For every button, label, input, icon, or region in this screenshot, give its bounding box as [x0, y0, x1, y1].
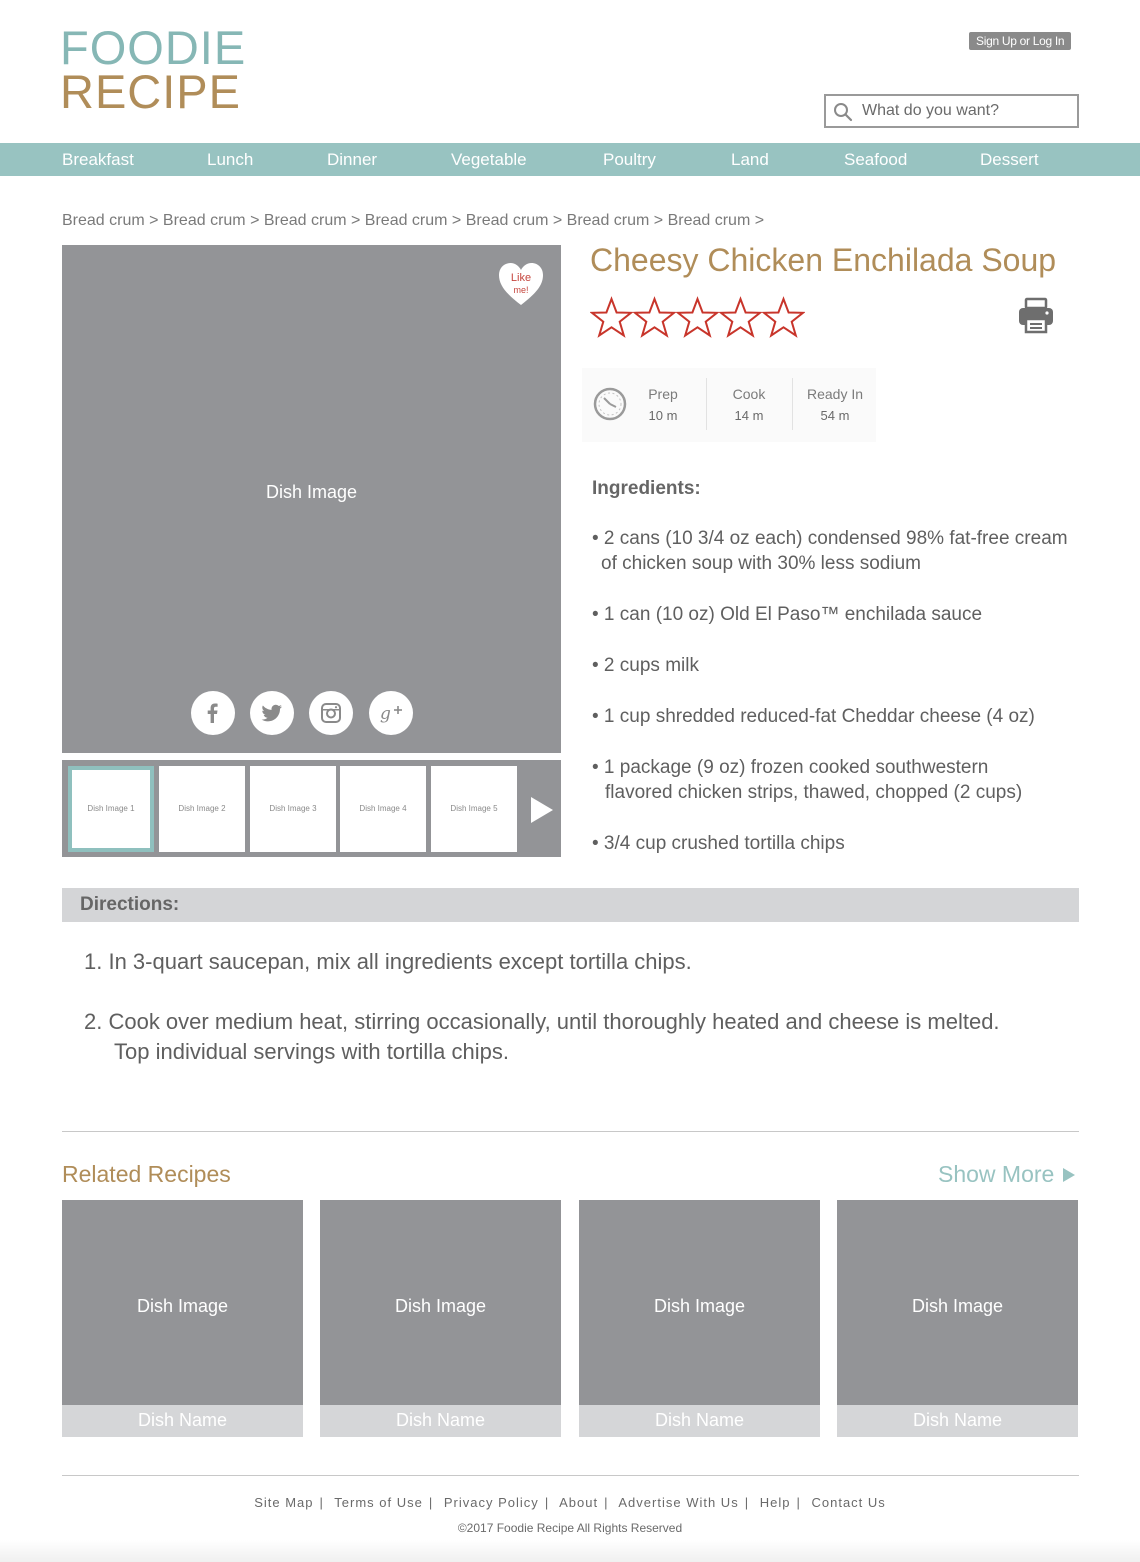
- facebook-share-button[interactable]: [191, 691, 235, 735]
- star-icon[interactable]: [590, 296, 633, 338]
- nav-item-breakfast[interactable]: Breakfast: [62, 150, 134, 169]
- logo[interactable]: [60, 21, 247, 118]
- prep-time: [644, 386, 682, 423]
- main-image-label: Dish Image: [265, 482, 358, 502]
- printer-icon[interactable]: [1016, 296, 1056, 336]
- category-nav: [0, 143, 1140, 176]
- play-arrow-icon: [1062, 1167, 1076, 1183]
- thumbnail-4[interactable]: Dish Image 4: [340, 766, 426, 852]
- related-recipes-heading: Related Recipes: [62, 1161, 231, 1187]
- related-dish-name: Dish Name: [837, 1405, 1078, 1437]
- related-dish-image: Dish Image: [320, 1200, 561, 1405]
- related-dish-image: Dish Image: [837, 1200, 1078, 1405]
- related-dish-name: Dish Name: [320, 1405, 561, 1437]
- thumbnail-5[interactable]: Dish Image 5: [431, 766, 517, 852]
- separator: |: [544, 1495, 550, 1510]
- breadcrumb[interactable]: Bread crum > Bread crum > Bread crum > Bread crum > Bread crum > Bread crum > Bread crum >: [62, 212, 765, 229]
- ingredient-item: [592, 602, 982, 627]
- logo-line-2: RECIPE: [60, 65, 241, 118]
- facebook-icon: [202, 702, 224, 724]
- related-recipe-card[interactable]: [579, 1200, 820, 1437]
- google-plus-icon: [378, 702, 404, 724]
- time-info: [582, 368, 876, 442]
- thumbnail-2[interactable]: Dish Image 2: [159, 766, 245, 852]
- clock-icon: [592, 386, 628, 422]
- footer-link-advertise[interactable]: Advertise With Us: [618, 1495, 739, 1510]
- direction-step-2: 2. Cook over medium heat, stirring occasionally, until thoroughly heated and cheese is melted.: [84, 1009, 1000, 1034]
- footer-link-help[interactable]: Help: [759, 1495, 791, 1510]
- next-arrow-icon[interactable]: [526, 795, 556, 825]
- separator: |: [428, 1495, 434, 1510]
- ingredient-line: • 1 can (10 oz) Old El Paso™ enchilada sauce: [592, 604, 983, 625]
- svg-text:g: g: [380, 704, 391, 724]
- heart-icon: [497, 261, 545, 307]
- thumbnail-strip: [62, 760, 561, 857]
- ingredient-item: [592, 704, 1035, 729]
- nav-item-vegetable[interactable]: Vegetable: [451, 150, 527, 169]
- related-recipe-card[interactable]: [320, 1200, 561, 1437]
- star-icon[interactable]: [633, 296, 676, 338]
- nav-item-land[interactable]: Land: [731, 150, 769, 169]
- instagram-share-button[interactable]: [309, 691, 353, 735]
- separator: |: [604, 1495, 609, 1510]
- search-icon[interactable]: [833, 102, 853, 122]
- ingredient-line: • 1 package (9 oz) frozen cooked southwestern: [592, 757, 989, 778]
- divider: [792, 378, 793, 430]
- like-button[interactable]: [497, 261, 545, 307]
- ready-value: 54 m: [820, 408, 850, 423]
- separator: |: [796, 1495, 801, 1510]
- related-recipe-card[interactable]: [837, 1200, 1078, 1437]
- logo-line-1: FOODIE: [60, 21, 247, 74]
- recipe-title: Cheesy Chicken Enchilada Soup: [590, 242, 1057, 278]
- footer-link-privacy[interactable]: Privacy Policy: [443, 1495, 539, 1510]
- footer-link-terms[interactable]: Terms of Use: [334, 1495, 423, 1510]
- related-dish-name: Dish Name: [579, 1405, 820, 1437]
- ingredient-line: • 2 cups milk: [592, 655, 699, 676]
- ingredient-line: flavored chicken strips, thawed, chopped (2 cups): [605, 782, 1023, 803]
- ingredient-line: • 1 cup shredded reduced-fat Cheddar cheese (4 oz): [592, 706, 1035, 727]
- related-dish-image: Dish Image: [579, 1200, 820, 1405]
- separator: |: [319, 1495, 324, 1510]
- footer-links: [0, 1495, 1140, 1510]
- nav-item-dinner[interactable]: Dinner: [327, 150, 378, 169]
- directions-heading: Directions:: [80, 894, 180, 915]
- ready-time: [804, 386, 866, 423]
- search-input[interactable]: [862, 98, 1072, 124]
- ingredient-line: • 2 cans (10 3/4 oz each) condensed 98% fat-free cream: [592, 528, 1068, 549]
- show-more-label: Show More: [938, 1161, 1055, 1187]
- ingredients-heading: Ingredients:: [592, 478, 701, 499]
- twitter-icon: [260, 702, 284, 724]
- ingredient-item: [592, 831, 845, 856]
- ingredient-item: [592, 755, 1022, 805]
- cook-label: Cook: [732, 386, 766, 402]
- prep-value: 10 m: [648, 408, 678, 423]
- star-icon[interactable]: [719, 296, 762, 338]
- copyright: ©2017 Foodie Recipe All Rights Reserved: [457, 1521, 683, 1535]
- thumbnail-1[interactable]: Dish Image 1: [68, 766, 154, 852]
- divider: [62, 1131, 1079, 1132]
- ingredient-item: [592, 653, 699, 678]
- prep-label: Prep: [648, 386, 678, 402]
- star-icon[interactable]: [762, 296, 805, 338]
- ingredient-item: [592, 526, 1068, 576]
- star-icon[interactable]: [676, 296, 719, 338]
- footer-link-site-map[interactable]: Site Map: [254, 1495, 314, 1510]
- search-box[interactable]: [824, 94, 1079, 128]
- cook-value: 14 m: [734, 408, 764, 423]
- ingredient-line: • 3/4 cup crushed tortilla chips: [592, 833, 845, 854]
- like-label: Like: [510, 272, 532, 284]
- thumbnail-3[interactable]: Dish Image 3: [250, 766, 336, 852]
- page-bottom-edge: [0, 1540, 1140, 1562]
- nav-item-lunch[interactable]: Lunch: [207, 150, 254, 169]
- twitter-share-button[interactable]: [250, 691, 294, 735]
- nav-item-dessert[interactable]: Dessert: [980, 150, 1039, 169]
- cook-time: [728, 386, 770, 423]
- direction-step-2-continued: Top individual servings with tortilla chips.: [114, 1039, 509, 1064]
- directions-heading-bar: [62, 888, 1079, 922]
- google-plus-share-button[interactable]: [369, 691, 413, 735]
- divider: [62, 1475, 1079, 1476]
- star-rating[interactable]: [590, 296, 805, 338]
- related-recipe-card[interactable]: [62, 1200, 303, 1437]
- nav-item-seafood[interactable]: Seafood: [844, 150, 908, 169]
- main-dish-image: [62, 245, 561, 753]
- nav-item-poultry[interactable]: Poultry: [603, 150, 656, 169]
- related-dish-image: Dish Image: [62, 1200, 303, 1405]
- instagram-icon: [320, 702, 342, 724]
- show-more-link[interactable]: [938, 1161, 1076, 1188]
- ready-label: Ready In: [806, 386, 864, 402]
- direction-step-1: 1. In 3-quart saucepan, mix all ingredients except tortilla chips.: [84, 949, 692, 974]
- like-sublabel: me!: [513, 285, 529, 295]
- footer-link-about[interactable]: About: [559, 1495, 599, 1510]
- sign-up-login-button[interactable]: Sign Up or Log In: [969, 32, 1071, 50]
- ingredient-line: of chicken soup with 30% less sodium: [601, 553, 921, 574]
- footer-link-contact[interactable]: Contact Us: [811, 1495, 886, 1510]
- separator: |: [744, 1495, 750, 1510]
- divider: [706, 378, 707, 430]
- related-dish-name: Dish Name: [62, 1405, 303, 1437]
